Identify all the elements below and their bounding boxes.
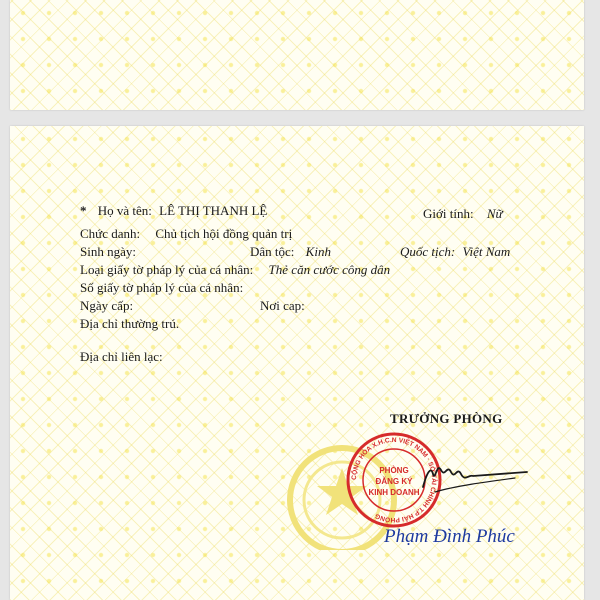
nationality-row	[400, 244, 510, 260]
signatory-title: TRƯỞNG PHÒNG	[390, 411, 503, 426]
dob-label: Sinh ngày:	[80, 244, 136, 259]
contact-address-label: Địa chỉ liên lạc:	[80, 349, 163, 364]
handwritten-signature	[415, 452, 530, 502]
ethnicity-value: Kinh	[305, 244, 331, 259]
nationality-label: Quốc tịch:	[400, 244, 456, 259]
title-label: Chức danh:	[80, 226, 141, 241]
stamp-center-line-3: KINH DOANH	[368, 488, 420, 497]
title-value: Chủ tịch hội đồng quản trị	[155, 226, 293, 241]
gender-value: Nữ	[486, 206, 503, 221]
permanent-address-label: Địa chỉ thường trú.	[80, 316, 180, 331]
gender-row	[423, 206, 503, 222]
nationality-value: Việt Nam	[462, 244, 511, 259]
id-type-row	[80, 262, 390, 278]
id-number-label: Số giấy tờ pháp lý của cá nhân:	[80, 280, 244, 295]
name-value: LÊ THỊ THANH LỆ	[159, 203, 268, 218]
stamp-center-line-1: PHÒNG	[379, 466, 409, 475]
gender-label: Giới tính:	[423, 206, 474, 221]
name-label: Họ và tên:	[97, 203, 152, 218]
stamp-center-line-2: ĐĂNG KÝ	[375, 477, 413, 486]
id-type-label: Loại giấy tờ pháp lý của cá nhân:	[80, 262, 254, 277]
title-row	[80, 226, 292, 242]
issue-date-label: Ngày cấp:	[80, 298, 134, 313]
previous-page-fragment	[10, 0, 584, 110]
id-type-value: Thẻ căn cước công dân	[268, 262, 391, 277]
ethnicity-label: Dân tộc:	[250, 244, 295, 259]
stamp-ring-text: CỘNG HÒA X.H.C.N VIỆT NAM · SỞ TÀI CHÍNH T.P HẢI PHÒNG	[350, 436, 438, 524]
issue-place-label: Nơi cap:	[260, 298, 305, 313]
ethnicity-row	[250, 244, 331, 260]
bullet-marker: *	[80, 203, 87, 218]
name-row	[80, 203, 267, 219]
signer-name: Phạm Đình Phúc	[384, 526, 515, 547]
